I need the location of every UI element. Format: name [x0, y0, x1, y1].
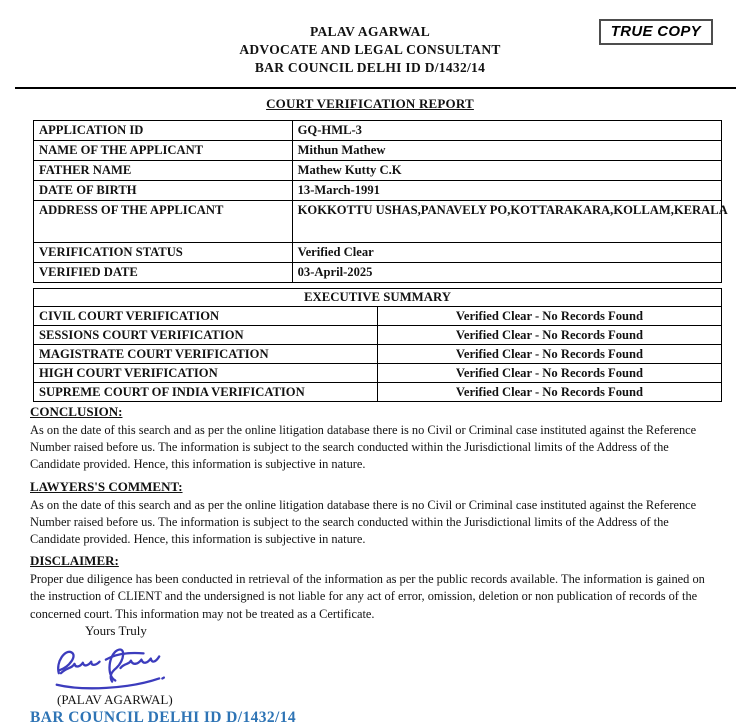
letterhead-name: PALAV AGARWAL [309, 24, 431, 39]
signatory-name: (PALAV AGARWAL) [57, 691, 173, 707]
field-label: HIGH COURT VERIFICATION [34, 364, 378, 383]
field-value: 03-April-2025 [292, 263, 721, 283]
field-value: Mathew Kutty C.K [292, 161, 721, 181]
true-copy-stamp: TRUE COPY [599, 19, 713, 45]
field-label: FATHER NAME [34, 161, 293, 181]
field-value: Verified Clear - No Records Found [378, 383, 722, 402]
table-row [34, 345, 722, 364]
table-row [34, 201, 722, 243]
summary-header: EXECUTIVE SUMMARY [34, 289, 722, 307]
summary-header-row [34, 289, 722, 307]
section-heading-text: DISCLAIMER: [30, 553, 119, 569]
header-divider [15, 87, 736, 89]
field-value: Verified Clear - No Records Found [378, 307, 722, 326]
closing-line: Yours Truly [85, 622, 147, 638]
field-label: SUPREME COURT OF INDIA VERIFICATION [34, 383, 378, 402]
page-title [0, 96, 740, 112]
table-row [34, 364, 722, 383]
table-row [34, 307, 722, 326]
field-label: APPLICATION ID [34, 121, 293, 141]
letterhead-bar-id: BAR COUNCIL DELHI ID D/1432/14 [254, 60, 486, 75]
table-row [34, 141, 722, 161]
table-row [34, 383, 722, 402]
section-heading [30, 405, 710, 418]
field-value: Verified Clear [292, 243, 721, 263]
field-label: VERIFICATION STATUS [34, 243, 293, 263]
field-value: Verified Clear - No Records Found [378, 326, 722, 345]
table-row [34, 263, 722, 283]
section-conclusion [30, 405, 710, 474]
letterhead-role: ADVOCATE AND LEGAL CONSULTANT [239, 42, 501, 57]
section-heading [30, 480, 710, 493]
field-value: Verified Clear - No Records Found [378, 364, 722, 383]
section-body: As on the date of this search and as per the online litigation database there is no Civil or Criminal case instituted against the Reference Number raised before us. The information is subject to the search conducted within the Jurisdictional limits of the Address of the Candidate provided. Hence, this information is subjective in nature. [30, 423, 697, 472]
field-label: VERIFIED DATE [34, 263, 293, 283]
field-value: 13-March-1991 [292, 181, 721, 201]
table-row [34, 161, 722, 181]
signature-ink [50, 645, 168, 691]
field-label: NAME OF THE APPLICANT [34, 141, 293, 161]
field-label: DATE OF BIRTH [34, 181, 293, 201]
table-row [34, 243, 722, 263]
field-label: CIVIL COURT VERIFICATION [34, 307, 378, 326]
field-value: Mithun Mathew [292, 141, 721, 161]
applicant-table [33, 120, 728, 283]
signature-block [0, 623, 740, 727]
section-lawyers-comment [30, 480, 710, 549]
section-body: As on the date of this search and as per the online litigation database there is no Civil or Criminal case instituted against the Reference Number raised before us. The information is subject to the search conducted within the Jurisdictional limits of the Address of the Candidate provided. Hence, this information is subjective in nature. [30, 497, 697, 547]
executive-summary-table [33, 288, 722, 402]
section-body: Proper due diligence has been conducted in retrieval of the information as per the public records available. The information is gained on the instruction of CLIENT and the undersigned is not liable for any act of error, omission, deletion or non publication of records of the concerned court. This information may not be treated as a Certificate. [30, 572, 705, 621]
field-label: ADDRESS OF THE APPLICANT [34, 201, 293, 243]
section-heading-text: LAWYERS'S COMMENT: [30, 478, 183, 494]
page-title-text: COURT VERIFICATION REPORT [266, 96, 474, 111]
field-label: MAGISTRATE COURT VERIFICATION [34, 345, 378, 364]
field-value: Verified Clear - No Records Found [378, 345, 722, 364]
field-label: SESSIONS COURT VERIFICATION [34, 326, 378, 345]
bar-council-line: BAR COUNCIL DELHI ID D/1432/14 [30, 708, 297, 726]
section-heading-text: CONCLUSION: [30, 404, 123, 419]
section-heading [30, 554, 710, 567]
section-disclaimer [30, 554, 710, 623]
table-row [34, 121, 722, 141]
table-row [34, 326, 722, 345]
field-value: GQ-HML-3 [292, 121, 721, 141]
field-value: KOKKOTTU USHAS,PANAVELY PO,KOTTARAKARA,KOLLAM,KERALA [292, 201, 721, 243]
table-row [34, 181, 722, 201]
